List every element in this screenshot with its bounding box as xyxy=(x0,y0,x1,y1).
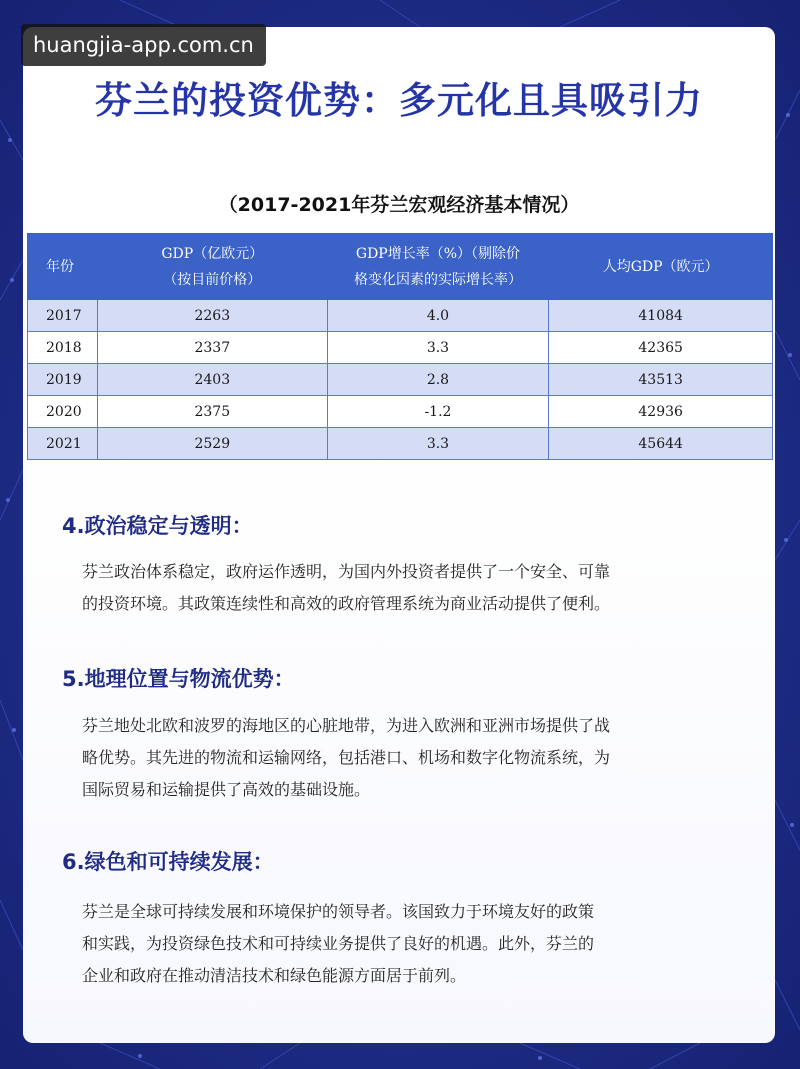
header-gdp-line2: （按目前价格） xyxy=(163,271,262,288)
cell-rate: 3.3 xyxy=(327,428,549,460)
watermark: huangjia-app.com.cn xyxy=(21,24,266,66)
header-growth-rate xyxy=(327,234,549,300)
header-rate-line1: GDP增长率（%）（剔除价 xyxy=(355,245,521,262)
cell-rate: -1.2 xyxy=(327,396,549,428)
body-line: 芬兰政治体系稳定，政府运作透明，为国内外投资者提供了一个安全、可靠 xyxy=(82,562,611,581)
table-caption: （2017-2021年芬兰宏观经济基本情况） xyxy=(218,194,580,216)
table-header-row xyxy=(28,234,773,300)
body-line: 的投资环境。其政策连续性和高效的政府管理系统为商业活动提供了便利。 xyxy=(82,594,611,613)
body-line: 和实践，为投资绿色技术和可持续业务提供了良好的机遇。此外，芬兰的 xyxy=(82,934,595,953)
cell-per-capita: 42365 xyxy=(549,332,773,364)
header-gdp xyxy=(97,234,327,300)
cell-year: 2020 xyxy=(28,396,98,428)
cell-year: 2019 xyxy=(28,364,98,396)
cell-rate: 3.3 xyxy=(327,332,549,364)
section-body-politics xyxy=(82,556,732,620)
section-body-sustainability xyxy=(82,896,732,992)
body-line: 国际贸易和运输提供了高效的基础设施。 xyxy=(82,780,371,799)
cell-gdp: 2263 xyxy=(97,300,327,332)
section-heading-geography: 5.地理位置与物流优势： xyxy=(62,667,295,691)
cell-gdp: 2403 xyxy=(97,364,327,396)
cell-rate: 2.8 xyxy=(327,364,549,396)
header-per-capita: 人均GDP（欧元） xyxy=(549,234,773,300)
cell-per-capita: 41084 xyxy=(549,300,773,332)
body-line: 芬兰地处北欧和波罗的海地区的心脏地带，为进入欧洲和亚洲市场提供了战 xyxy=(82,716,611,735)
cell-per-capita: 42936 xyxy=(549,396,773,428)
table-row xyxy=(28,332,773,364)
cell-gdp: 2375 xyxy=(97,396,327,428)
cell-year: 2018 xyxy=(28,332,98,364)
gdp-table xyxy=(27,233,773,460)
page-title: 芬兰的投资优势：多元化且具吸引力 xyxy=(95,79,703,122)
body-line: 企业和政府在推动清洁技术和绿色能源方面居于前列。 xyxy=(82,966,467,985)
table-row xyxy=(28,396,773,428)
body-line: 略优势。其先进的物流和运输网络，包括港口、机场和数字化物流系统，为 xyxy=(82,748,611,767)
cell-year: 2017 xyxy=(28,300,98,332)
cell-year: 2021 xyxy=(28,428,98,460)
table-row xyxy=(28,428,773,460)
table-row xyxy=(28,300,773,332)
cell-rate: 4.0 xyxy=(327,300,549,332)
header-gdp-line1: GDP（亿欧元） xyxy=(161,245,264,262)
table-row xyxy=(28,364,773,396)
cell-per-capita: 45644 xyxy=(549,428,773,460)
header-rate-line2: 格变化因素的实际增长率） xyxy=(353,271,522,288)
header-year: 年份 xyxy=(28,234,98,300)
cell-per-capita: 43513 xyxy=(549,364,773,396)
section-body-geography xyxy=(82,710,732,806)
section-heading-sustainability: 6.绿色和可持续发展： xyxy=(62,850,274,874)
body-line: 芬兰是全球可持续发展和环境保护的领导者。该国致力于环境友好的政策 xyxy=(82,902,595,921)
section-heading-politics: 4.政治稳定与透明： xyxy=(62,514,253,538)
cell-gdp: 2337 xyxy=(97,332,327,364)
cell-gdp: 2529 xyxy=(97,428,327,460)
